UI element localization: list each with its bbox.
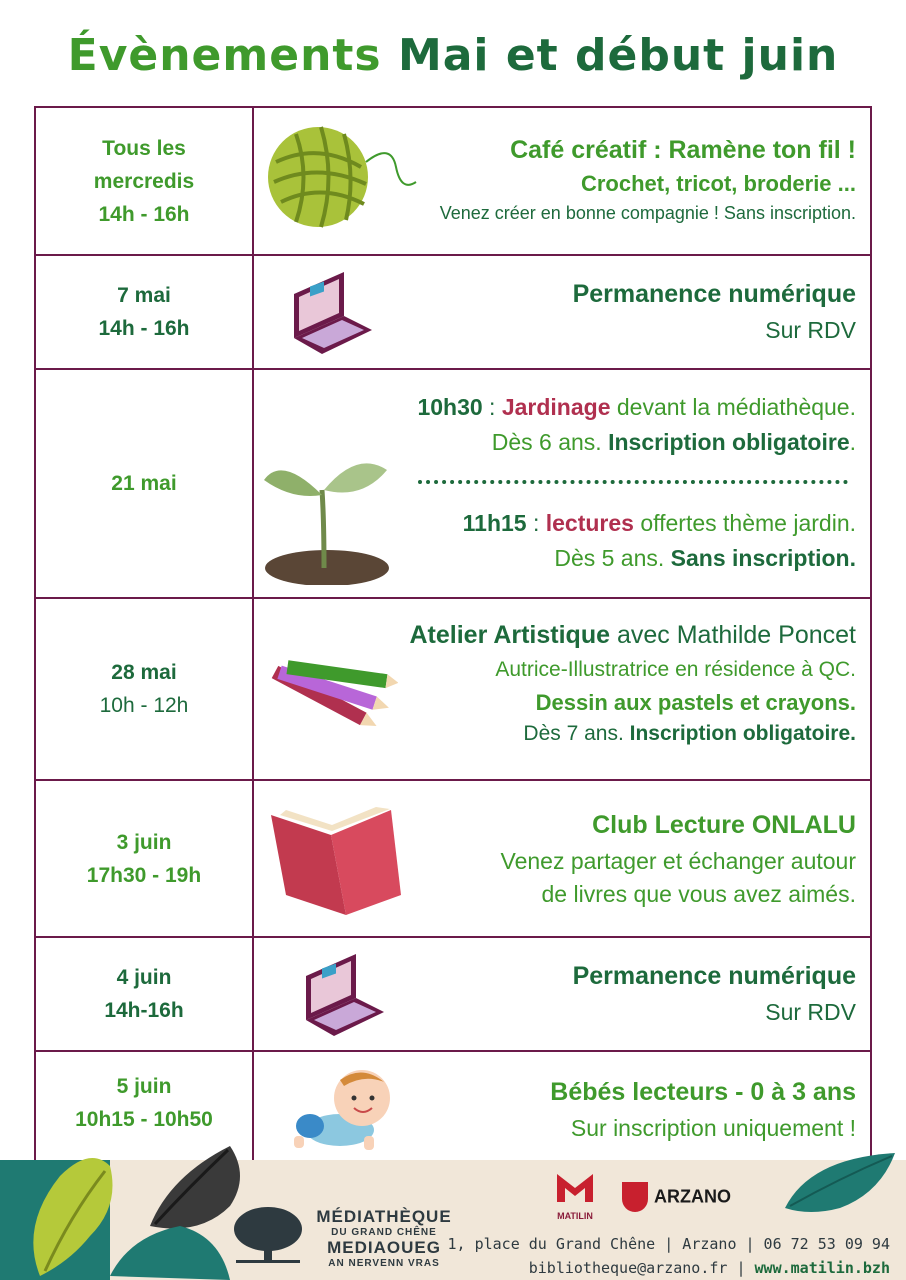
event-registration: Inscription obligatoire: [608, 429, 850, 455]
separator: |: [727, 1259, 755, 1277]
date-line: 14h - 16h: [98, 202, 190, 226]
mediatheque-logo: [304, 1207, 464, 1269]
separator: :: [482, 394, 502, 420]
event-line-jardinage-age: [417, 429, 856, 456]
event-note: Venez créer en bonne compagnie ! Sans inscription.: [439, 203, 856, 223]
event-text: Autrice-Illustratrice en résidence à QC.: [495, 658, 856, 681]
event-title-line: [410, 621, 857, 650]
date-line: 17h30 - 19h: [86, 863, 202, 887]
event-row-permanence-2: [36, 938, 870, 1052]
event-row-21-mai: [36, 370, 870, 599]
event-text: Venez partager et échanger autour: [500, 848, 856, 874]
event-row-cafe-creatif: [36, 108, 870, 256]
event-name: Jardinage: [501, 394, 611, 420]
page-title: [0, 30, 906, 81]
yarn-ball-icon: [266, 122, 426, 232]
event-text: de livres que vous avez aimés.: [541, 881, 856, 907]
logo-line: MÉDIATHÈQUE: [316, 1207, 452, 1226]
title-part-2: Mai et début juin: [397, 30, 839, 81]
event-line-lectures: [463, 510, 856, 537]
date-line: mercredis: [93, 169, 195, 193]
event-note: Sur RDV: [765, 317, 856, 343]
event-text: avec Mathilde Poncet: [610, 621, 856, 649]
event-row-atelier-artistique: [36, 599, 870, 781]
book-icon: [266, 805, 406, 920]
date-line: 4 juin: [116, 966, 172, 989]
event-note: Sur RDV: [765, 999, 856, 1025]
footer-web-line: [447, 1256, 890, 1280]
event-line-lectures-age: [463, 545, 856, 572]
footer-email[interactable]: bibliotheque@arzano.fr: [528, 1259, 728, 1277]
event-date: [36, 370, 254, 597]
event-time: 11h15: [462, 510, 527, 536]
event-age: Dès 7 ans.: [523, 722, 630, 745]
date-line: 28 mai: [111, 661, 177, 684]
dotted-divider: [418, 480, 848, 484]
event-date: [36, 108, 254, 254]
arzano-logo: [622, 1182, 731, 1212]
event-text: .: [849, 429, 856, 455]
logo-line: AN NERVENN VRAS: [328, 1258, 440, 1269]
event-text: offertes thème jardin.: [633, 510, 856, 536]
date-line: 5 juin: [116, 1075, 172, 1098]
arzano-label: ARZANO: [654, 1186, 731, 1207]
matilin-label: MATILIN: [557, 1211, 593, 1221]
event-content: [256, 256, 870, 368]
event-registration: Inscription obligatoire.: [629, 722, 856, 745]
date-line: Tous les: [102, 136, 186, 160]
event-age: Dès 5 ans.: [554, 545, 671, 571]
seedling-icon: [262, 450, 392, 585]
event-title: Atelier Artistique: [409, 621, 611, 649]
date-line: 10h - 12h: [99, 694, 189, 717]
events-table: [34, 106, 872, 1166]
baby-icon: [284, 1064, 404, 1154]
event-row-permanence-1: [36, 256, 870, 370]
matilin-m-icon: [555, 1170, 595, 1204]
event-line-jardinage: [417, 394, 856, 421]
laptop-icon: [284, 264, 374, 356]
event-text: devant la médiathèque.: [610, 394, 856, 420]
event-content: [256, 1052, 870, 1168]
event-content: [256, 370, 870, 597]
laptop-icon: [296, 946, 386, 1038]
event-date: [36, 781, 254, 936]
event-title: Permanence numérique: [572, 280, 856, 308]
event-title: Café créatif : Ramène ton fil !: [510, 136, 856, 164]
event-content: [256, 599, 870, 779]
event-name: lectures: [545, 510, 634, 536]
date-line: 3 juin: [116, 830, 172, 854]
event-subtitle: Dessin aux pastels et crayons.: [535, 690, 856, 715]
date-line: 14h - 16h: [98, 317, 190, 340]
event-age: Dès 6 ans.: [491, 429, 609, 455]
separator: :: [526, 510, 546, 536]
event-date: [36, 938, 254, 1050]
oak-tree-logo-icon: [232, 1205, 304, 1265]
date-line: 14h-16h: [104, 999, 184, 1022]
matilin-logo: [540, 1170, 610, 1221]
logo-line: MEDIAOUEG: [327, 1238, 441, 1257]
event-time: 10h30: [417, 394, 483, 420]
oak-leaves-icon: [0, 1136, 260, 1280]
event-row-club-lecture: [36, 781, 870, 938]
date-line: 10h15 - 10h50: [75, 1108, 213, 1131]
teal-leaf-icon: [780, 1148, 900, 1218]
event-note: Sur inscription uniquement !: [570, 1115, 856, 1141]
arzano-shield-icon: [622, 1182, 648, 1212]
event-date: [36, 256, 254, 368]
event-title: Club Lecture ONLALU: [592, 811, 856, 839]
logo-line: DU GRAND CHÊNE: [331, 1227, 437, 1238]
event-content: [256, 938, 870, 1050]
event-title: Bébés lecteurs - 0 à 3 ans: [550, 1078, 856, 1106]
pencils-icon: [268, 657, 398, 767]
title-part-1: Évènements: [67, 30, 382, 81]
event-registration: Sans inscription.: [670, 545, 856, 571]
date-line: 7 mai: [117, 284, 171, 307]
event-subtitle: Crochet, tricot, broderie ...: [580, 171, 856, 196]
footer-contact: [447, 1232, 890, 1280]
date-line: 21 mai: [111, 472, 177, 495]
event-title: Permanence numérique: [572, 962, 856, 990]
footer-website[interactable]: www.matilin.bzh: [754, 1259, 890, 1277]
event-age-line: [410, 722, 857, 746]
event-content: [256, 108, 870, 254]
event-date: [36, 599, 254, 779]
event-content: [256, 781, 870, 936]
footer-address: 1, place du Grand Chêne | Arzano | 06 72 53 09 94: [447, 1235, 890, 1253]
